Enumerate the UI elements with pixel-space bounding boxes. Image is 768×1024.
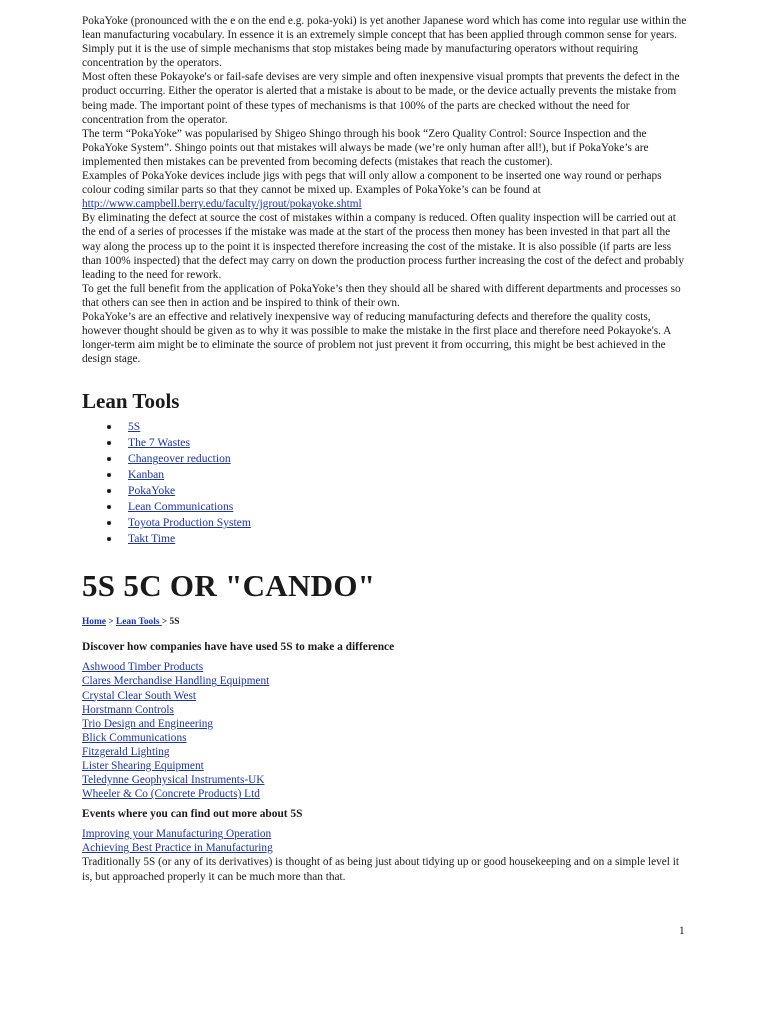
company-link[interactable]: Horstmann Controls	[82, 703, 174, 716]
intro-paragraph: The term “PokaYoke” was popularised by Shigeo Shingo through his book “Zero Quality Control: Source Inspection and the PokaYoke System”. Shingo points out that mistakes will always be made (we’re only human after all!), but if PokaYoke’s are implemented then mistakes can be prevented from becoming defects (mistakes that reach the customer).	[82, 127, 649, 168]
intro-paragraph: Most often these Pokayoke's or fail-safe devises are very simple and often inexpensive visual prompts that prevents the defect in the product occurring. Either the operator is alerted that a mistake is about to be made, or the device actually prevents the mistake from being made. The important point of these types of mechanisms is that 100% of the parts are checked without the need for concentration from the operator.	[82, 71, 680, 126]
list-item	[128, 467, 688, 483]
lean-tool-link-changeover[interactable]: Changeover reduction	[128, 452, 231, 466]
closing-paragraph: Traditionally 5S (or any of its derivatives) is thought of as being just about tidying up or good housekeeping and on a simple level it is, but approached properly it can be much more than that.	[82, 856, 679, 883]
list-item	[128, 515, 688, 531]
company-link[interactable]: Teledynne Geophysical Instruments-UK	[82, 774, 265, 787]
page-number: 1	[679, 925, 685, 937]
events-link-list	[82, 827, 688, 855]
lean-tools-heading: Lean Tools	[82, 389, 180, 414]
lean-tool-link-takt-time[interactable]: Takt Time	[128, 532, 176, 546]
document-page	[82, 14, 688, 884]
company-link[interactable]: Lister Shearing Equipment	[82, 760, 204, 772]
list-item	[128, 419, 688, 435]
body-paragraph: To get the full benefit from the application of PokaYoke’s then they should all be shared with different departments and processes so that others can see then in action and be inspired to think of their own.	[82, 282, 681, 309]
events-heading: Events where you can find out more about 5S	[82, 808, 303, 821]
lean-tool-link-kanban[interactable]: Kanban	[128, 468, 165, 482]
lean-tool-link-pokayoke[interactable]: PokaYoke	[128, 484, 176, 498]
breadcrumb-home-link[interactable]: Home	[82, 617, 106, 628]
body-paragraph: By eliminating the defect at source the cost of mistakes within a company is reduced. Often quality inspection will be carried out at the end of a series of processes if the mistake was made at the start of the process then money has been invested in that part all the way along the process up to the point it is inspected therefore increasing the cost of the mistake. It is also possible (if parts are less than 100% inspected) that the defect may carry on down the production process further increasing the cost of the defect and probably leading to the need for rework.	[82, 212, 684, 281]
breadcrumb-separator: >	[105, 617, 116, 628]
company-link[interactable]: Clares Merchandise Handling Equipment	[82, 675, 270, 688]
companies-link-list	[82, 660, 688, 801]
list-item	[128, 531, 688, 547]
breadcrumb-separator: >	[161, 617, 170, 628]
intro-paragraph: Examples of PokaYoke devices include jigs with pegs that will only allow a component to be inserted one way round or perhaps colour coding similar parts so that they cannot be mixed up. Examples of PokaYoke’s can be found at	[82, 170, 662, 197]
pokayoke-examples-link[interactable]: http://www.campbell.berry.edu/faculty/jgrout/pokayoke.shtml	[82, 198, 362, 211]
breadcrumb-lean-tools-link[interactable]: Lean Tools	[115, 617, 162, 628]
company-link[interactable]: Crystal Clear South West	[82, 689, 197, 702]
lean-tool-link-lean-communications[interactable]: Lean Communications	[128, 500, 234, 514]
event-link[interactable]: Achieving Best Practice in Manufacturing	[82, 842, 273, 855]
lean-tool-link-7-wastes[interactable]: The 7 Wastes	[128, 436, 190, 450]
company-link[interactable]: Wheeler & Co (Concrete Products) Ltd	[82, 788, 260, 801]
list-item	[128, 499, 688, 515]
lean-tools-list	[82, 419, 688, 547]
company-link[interactable]: Blick Communications	[82, 731, 187, 744]
list-item	[128, 435, 688, 451]
breadcrumb	[82, 616, 688, 628]
company-link[interactable]: Trio Design and Engineering	[82, 717, 214, 730]
company-link[interactable]: Fitzgerald Lighting	[82, 745, 170, 758]
lean-tool-link-toyota[interactable]: Toyota Production System	[128, 516, 251, 530]
list-item	[128, 483, 688, 499]
list-item	[128, 451, 688, 467]
breadcrumb-current: 5S	[169, 617, 180, 628]
event-link[interactable]: Improving your Manufacturing Operation	[82, 828, 272, 841]
section-title: 5S 5C OR "CANDO"	[82, 568, 376, 604]
body-paragraph: PokaYoke’s are an effective and relatively inexpensive way of reducing manufacturing defects and therefore the quality costs, however thought should be given as to why it was possible to make the mistake in the first place and therefore need Pokayoke's. A longer-term aim might be to eliminate the source of problem not just prevent it from occurring, this might be best achieved in the design stage.	[82, 310, 671, 366]
lean-tool-link-5s[interactable]: 5S	[128, 420, 141, 434]
intro-paragraph: PokaYoke (pronounced with the e on the end e.g. poka-yoki) is yet another Japanese word which has come into regular use within the lean manufacturing vocabulary. In essence it is an extremely simple concept that has been applied through common sense for years. Simply put it is the use of simple mechanisms that stop mistakes being made by manufacturing operators without requiring concentration by the operators.	[82, 15, 687, 70]
company-link[interactable]: Ashwood Timber Products	[82, 661, 204, 674]
companies-heading: Discover how companies have have used 5S to make a difference	[82, 641, 395, 654]
